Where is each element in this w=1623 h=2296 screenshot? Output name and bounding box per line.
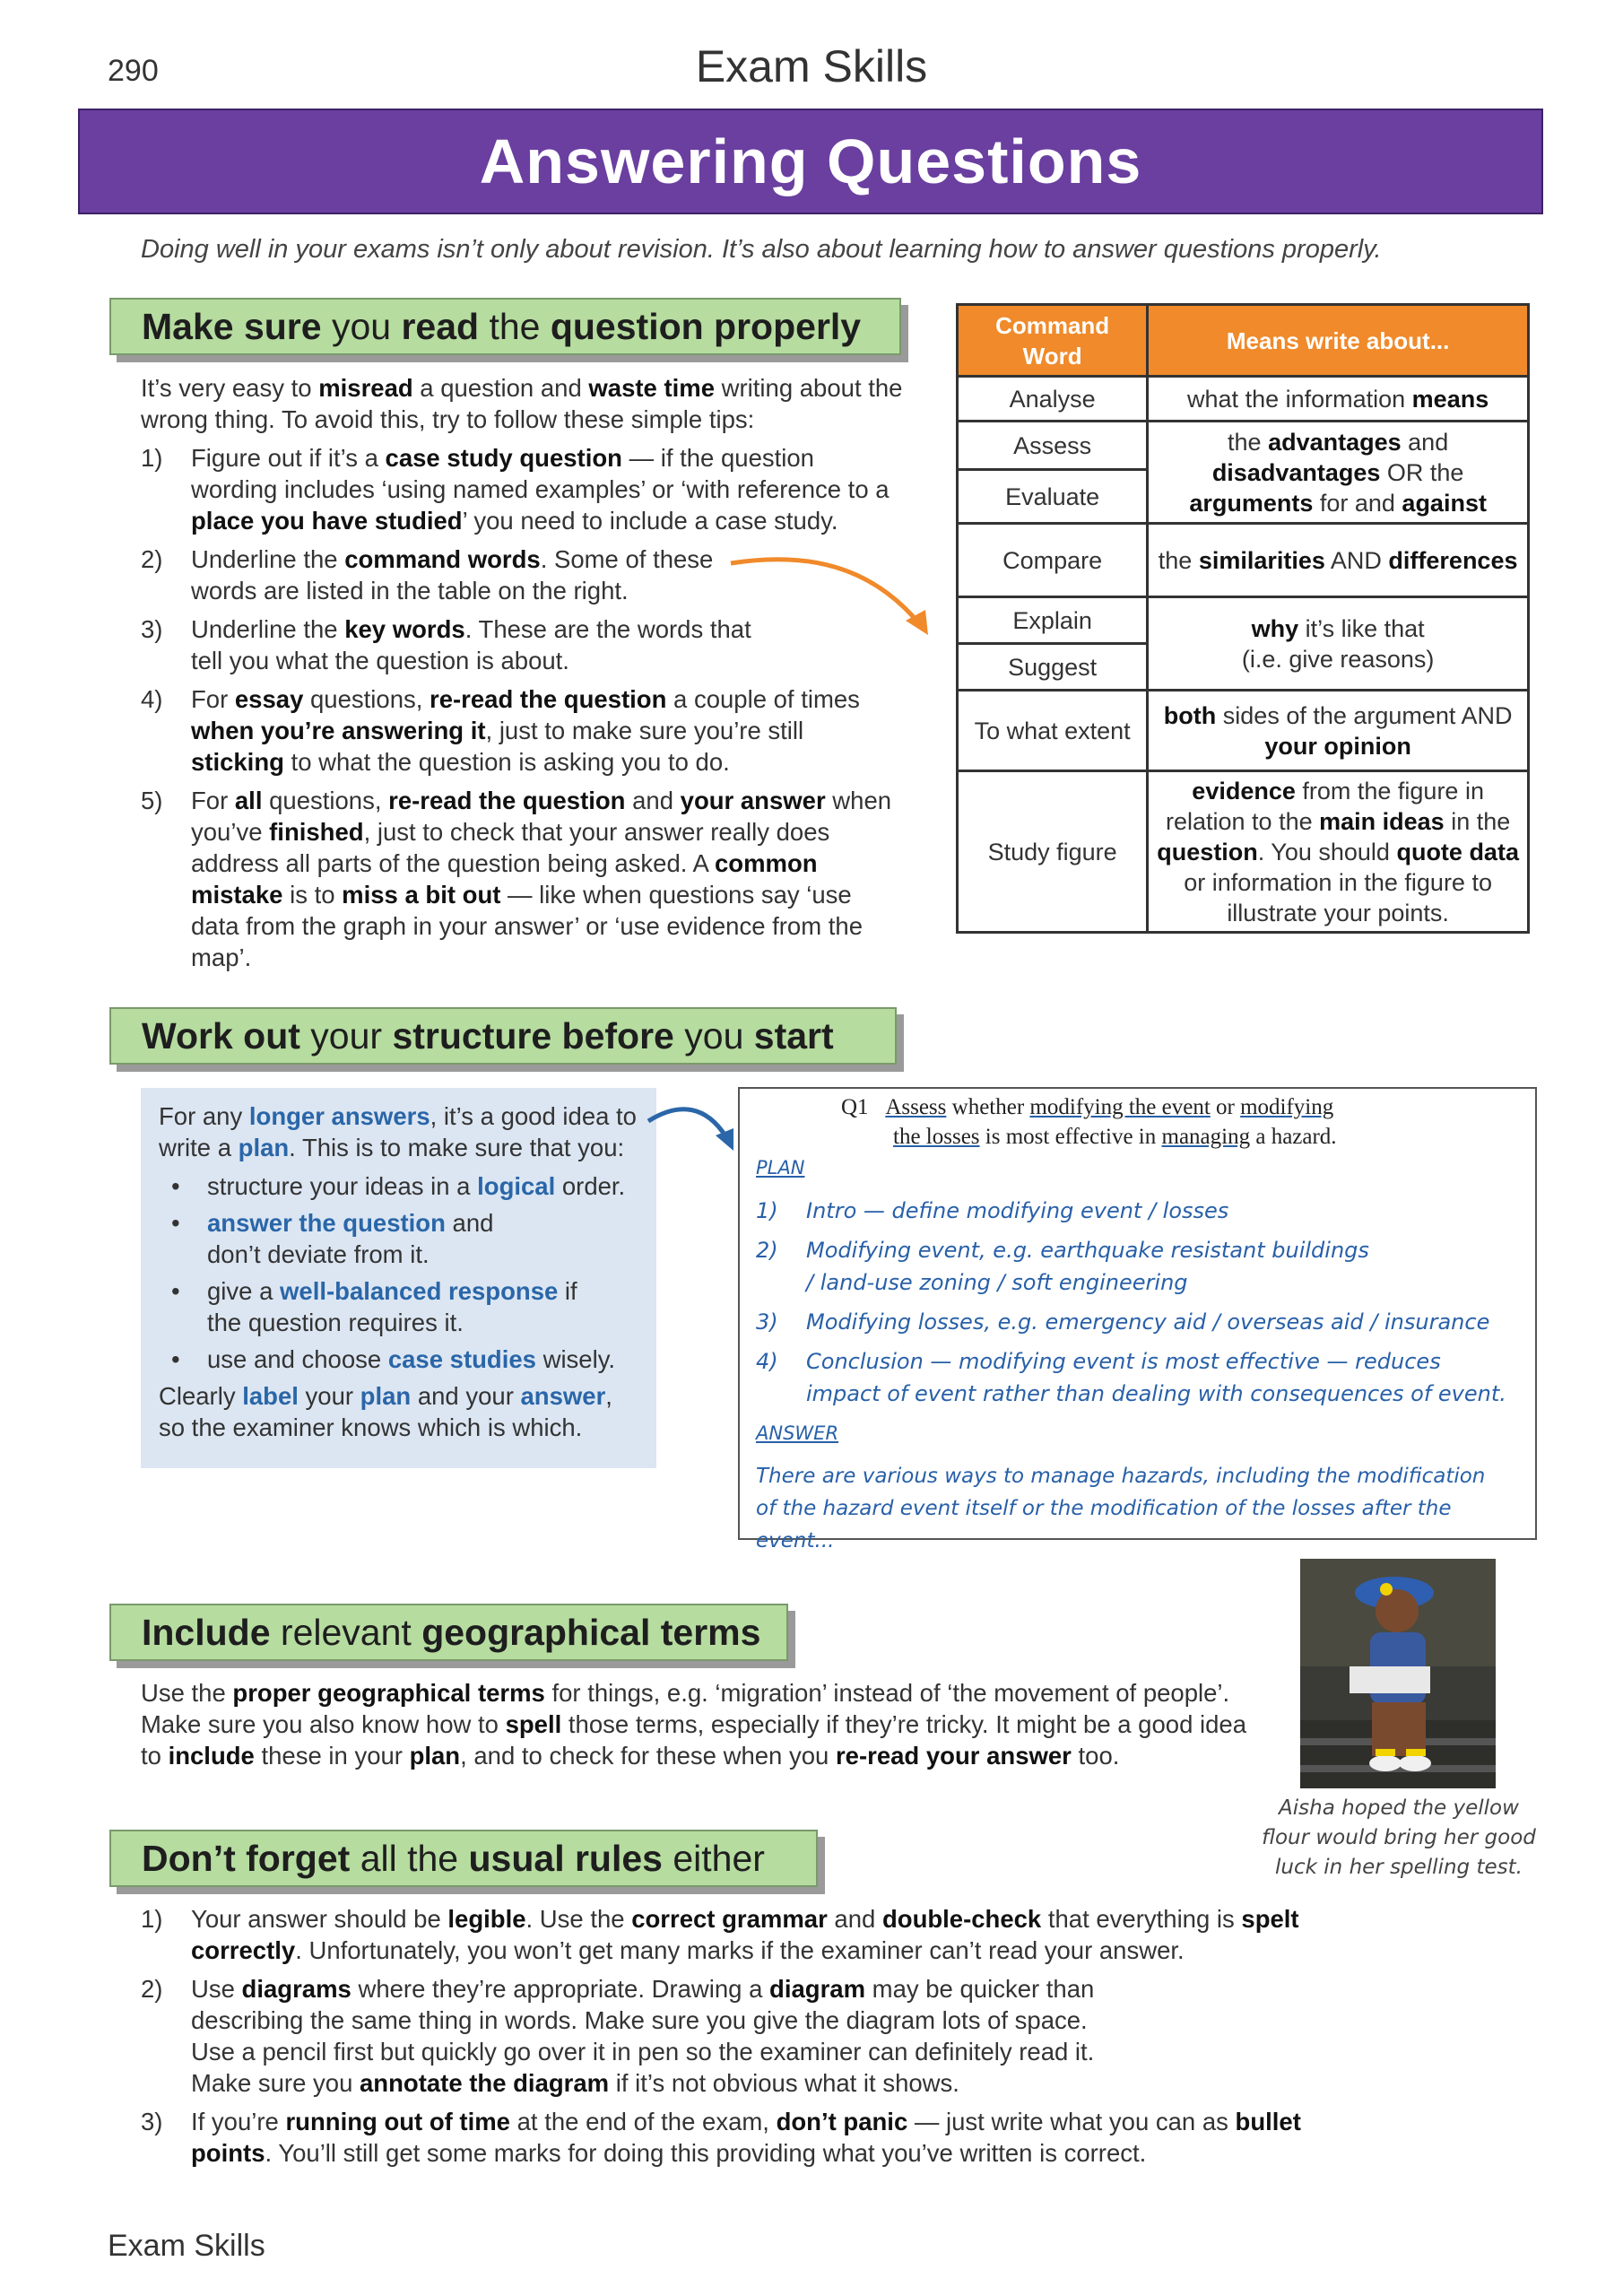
command-word: Explain bbox=[958, 597, 1148, 644]
command-word: To what extent bbox=[958, 691, 1148, 771]
plan-bullets bbox=[159, 1170, 638, 1375]
answer-label: ANSWER bbox=[756, 1422, 839, 1444]
plan-item: 1) Intro — define modifying event / losses bbox=[756, 1198, 1229, 1223]
section-heading-read-question bbox=[109, 298, 901, 355]
rules-list bbox=[141, 1903, 1302, 2169]
running-head: Exam Skills bbox=[695, 41, 928, 91]
list-item: 2) Underline the command words. Some of these words are listed in the table on the right. bbox=[141, 545, 714, 604]
list-item: • structure your ideas in a logical order. bbox=[159, 1170, 638, 1202]
table-row bbox=[958, 422, 1529, 470]
list-item: 1) Your answer should be legible. Use the correct grammar and double-check that everything is spelt correctly. Unfortunately, you won’t get many marks if the examiner can’t read your answer. bbox=[141, 1905, 1299, 1964]
list-item: 3) If you’re running out of time at the end of the exam, don’t panic — just write what you can as bullet points. You’ll still get some marks for doing this providing what you’ve written is correct. bbox=[141, 2108, 1301, 2167]
question-number: Q1 bbox=[841, 1095, 869, 1119]
table-row bbox=[958, 524, 1529, 597]
section-heading-usual-rules: Don’t forget all the usual rules either bbox=[109, 1830, 818, 1887]
section1-lead: It’s very easy to misread a question and waste time writing about the wrong thing. To avoid this, try to follow these simple tips: bbox=[141, 374, 903, 433]
section1-body bbox=[141, 372, 903, 980]
plan-item: 4) Conclusion — modifying event is most effective — reduces impact of event rather than dealing with consequences of event. bbox=[756, 1349, 1506, 1406]
plan-item: 3) Modifying losses, e.g. emergency aid / overseas aid / insurance bbox=[756, 1309, 1490, 1335]
command-word: Assess bbox=[958, 422, 1148, 470]
page-title: Answering Questions bbox=[479, 126, 1142, 196]
plan-intro-lead: For any longer answers, it’s a good idea to write a plan. This is to make sure that you: bbox=[159, 1102, 637, 1161]
command-word: Compare bbox=[958, 524, 1148, 597]
section-heading-geographical-terms: Include relevant geographical terms bbox=[109, 1604, 788, 1661]
command-word: Evaluate bbox=[958, 470, 1148, 524]
plan-intro-box bbox=[141, 1088, 656, 1468]
table-header-row bbox=[958, 305, 1529, 377]
heading-part: you bbox=[321, 305, 402, 347]
list-item: 3) Underline the key words. These are the words that tell you what the question is about. bbox=[141, 615, 751, 674]
header-command-word: Command Word bbox=[958, 305, 1148, 377]
list-item: 4) For essay questions, re-read the question a couple of times when you’re answering it, just to make sure you’re still sticking to what the question is asking you to do. bbox=[141, 685, 860, 776]
table-row bbox=[958, 691, 1529, 771]
table-row bbox=[958, 597, 1529, 644]
command-meaning: evidence from the figure in relation to the main ideas in the question. You should quote data or information in the figure to illustrate your points. bbox=[1148, 771, 1529, 933]
list-item: 1) Figure out if it’s a case study question — if the question wording includes ‘using named examples’ or ‘with reference to a place you have studied’ you need to include a case study. bbox=[141, 444, 890, 535]
plan-label: PLAN bbox=[756, 1157, 805, 1178]
arrow-to-exam-icon bbox=[644, 1101, 742, 1155]
command-meaning: what the information means bbox=[1148, 377, 1529, 422]
section4-body bbox=[141, 1903, 1302, 2176]
photo-caption: Aisha hoped the yellow flour would bring her good luck in her spelling test. bbox=[1262, 1796, 1536, 1879]
command-word: Suggest bbox=[958, 644, 1148, 691]
command-word: Analyse bbox=[958, 377, 1148, 422]
plan-items bbox=[756, 1195, 1527, 1410]
exam-question: Q1 Assess whether modifying the event or modifying the losses is most effective in managing a hazard. bbox=[841, 1095, 1337, 1149]
table-row bbox=[958, 771, 1529, 933]
list-item: 5) For all questions, re-read the question and your answer when you’ve finished, just to check that your answer really does address all parts of the question being asked. A common mistake is to miss a bit out — like when questions say ‘use data from the graph in your answer’ or ‘use evidence from the map’. bbox=[141, 787, 892, 971]
list-item: • use and choose case studies wisely. bbox=[159, 1344, 638, 1375]
arrow-to-table-icon bbox=[726, 547, 942, 646]
table-row bbox=[958, 377, 1529, 422]
section3-body: Use the proper geographical terms for things, e.g. ‘migration’ instead of ‘the movement of people’. Make sure you also know how to spell those terms, especially if they’re tricky. It might be a good idea to include these in your plan, and to check for these when you re-read your answer too. bbox=[141, 1679, 1246, 1770]
page-number: 290 bbox=[108, 54, 159, 88]
command-meaning: the advantages and disadvantages OR the arguments for and against bbox=[1148, 422, 1529, 524]
header-means: Means write about... bbox=[1148, 305, 1529, 377]
command-meaning: the similarities AND differences bbox=[1148, 524, 1529, 597]
command-meaning: why it’s like that (i.e. give reasons) bbox=[1148, 597, 1529, 691]
footer-label: Exam Skills bbox=[108, 2229, 265, 2263]
heading-bold-part: question properly bbox=[550, 305, 862, 347]
command-word-table bbox=[956, 303, 1530, 934]
intro-text: Doing well in your exams isn’t only about revision. It’s also about learning how to answer questions properly. bbox=[141, 235, 1382, 264]
tips-list bbox=[141, 442, 903, 973]
list-item: • answer the question and don’t deviate from it. bbox=[159, 1207, 512, 1270]
section-heading-structure: Work out your structure before you start bbox=[109, 1007, 897, 1065]
command-meaning: both sides of the argument AND your opinion bbox=[1148, 691, 1529, 771]
answer-text: There are various ways to manage hazards, including the modification of the hazard event itself or the modification of the losses after the event... bbox=[756, 1465, 1486, 1552]
heading-bold-part: read bbox=[401, 305, 480, 347]
plan-intro-closing: Clearly label your plan and your answer, so the examiner knows which is which. bbox=[159, 1382, 612, 1441]
list-item: 2) Use diagrams where they’re appropriate. Drawing a diagram may be quicker than describing the same thing in words. Make sure you give the diagram lots of space. Use a pencil first but quickly go over it in pen so the examiner can definitely read it. Make sure you annotate the diagram if it’s not obvious what it shows. bbox=[141, 1975, 1095, 2097]
girl-reading-photo bbox=[1300, 1559, 1496, 1788]
plan-item: 2) Modifying event, e.g. earthquake resistant buildings / land-use zoning / soft engineering bbox=[756, 1238, 1369, 1295]
command-word: Study figure bbox=[958, 771, 1148, 933]
heading-part: the bbox=[479, 305, 551, 347]
exam-question-box bbox=[738, 1087, 1537, 1552]
heading-bold-part: Make sure bbox=[142, 305, 322, 347]
list-item: • give a well-balanced response if the question requires it. bbox=[159, 1275, 593, 1338]
title-banner bbox=[78, 109, 1543, 214]
